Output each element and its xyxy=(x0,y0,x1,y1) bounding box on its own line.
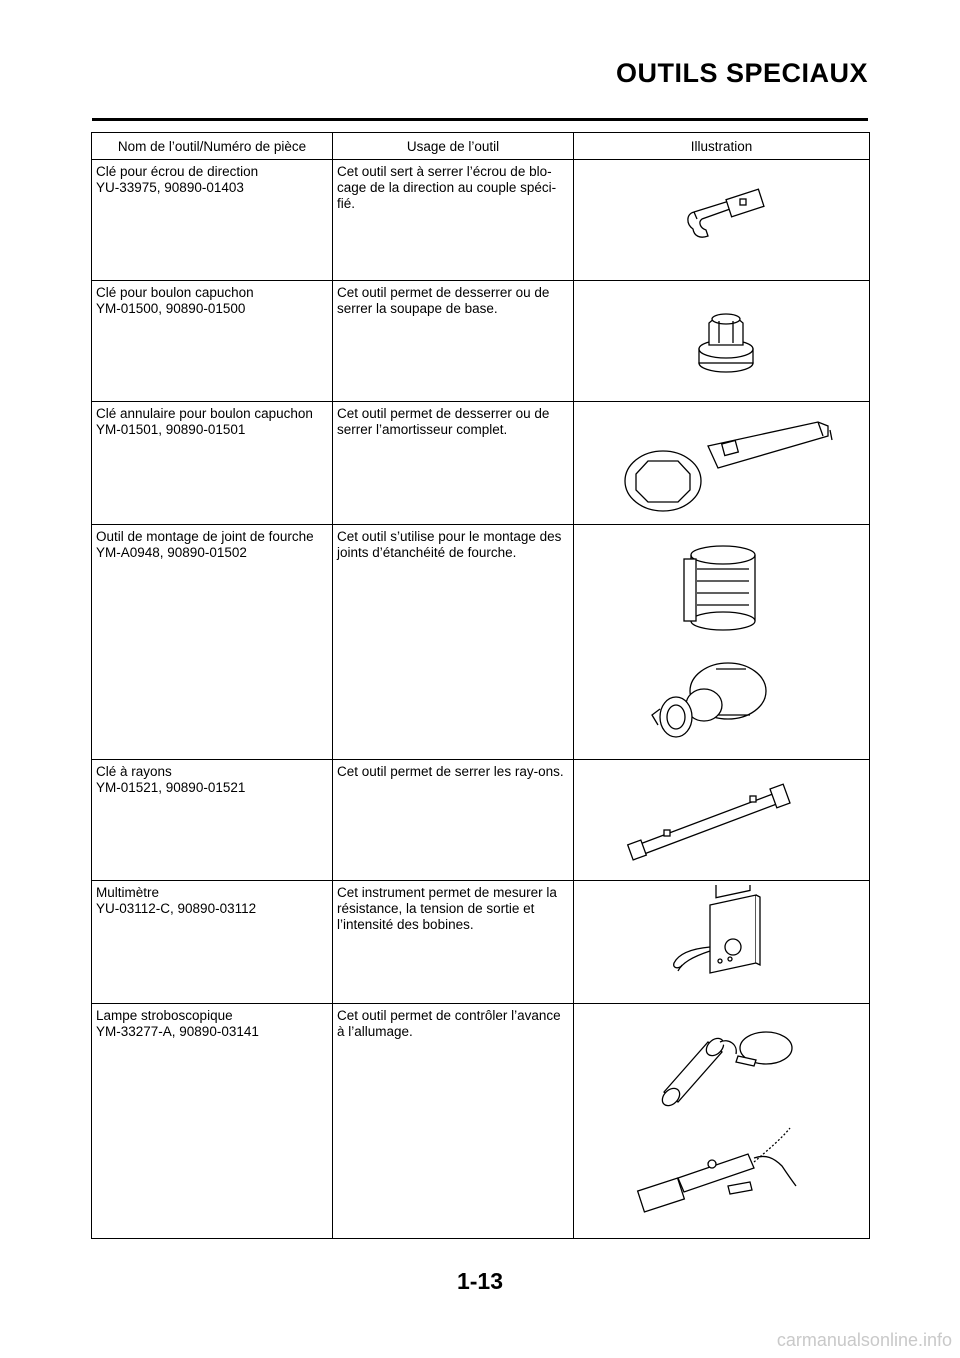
part-number: YU-33975, 90890-01403 xyxy=(96,180,244,195)
tool-usage: Cet outil permet de contrôler l’avance à l’allumage. xyxy=(333,1004,574,1239)
steering-nut-wrench-icon xyxy=(578,164,874,280)
tool-name-cell xyxy=(92,281,333,402)
column-header-name: Nom de l’outil/Numéro de pièce xyxy=(92,133,333,160)
tool-usage: Cet outil permet de serrer les ray-ons. xyxy=(333,760,574,881)
tool-name: Clé annulaire pour boulon capuchon xyxy=(96,406,313,421)
tool-name-cell xyxy=(92,760,333,881)
part-number: YM-01500, 90890-01500 xyxy=(96,301,246,316)
cap-bolt-wrench-icon xyxy=(578,285,874,401)
tool-name-cell xyxy=(92,402,333,525)
tool-usage: Cet outil permet de desserrer ou de serrer la soupape de base. xyxy=(333,281,574,402)
illustration-cell xyxy=(574,525,870,760)
tool-name: Multimètre xyxy=(96,885,160,900)
illustration-cell xyxy=(574,1004,870,1239)
table-row xyxy=(92,525,870,760)
part-number: YM-A0948, 90890-01502 xyxy=(96,545,247,560)
column-header-usage: Usage de l’outil xyxy=(333,133,574,160)
tool-name-cell xyxy=(92,1004,333,1239)
tool-name-cell xyxy=(92,881,333,1004)
table-row xyxy=(92,760,870,881)
table-row xyxy=(92,881,870,1004)
tool-usage: Cet outil s’utilise pour le montage des joints d’étanchéité de fourche. xyxy=(333,525,574,760)
watermark: carmanualsonline.info xyxy=(776,1330,952,1350)
tool-name: Clé à rayons xyxy=(96,764,172,779)
illustration-cell xyxy=(574,160,870,281)
table-header-row xyxy=(92,133,870,160)
table-row xyxy=(92,160,870,281)
table-row xyxy=(92,1004,870,1239)
tool-name-cell xyxy=(92,525,333,760)
tool-name-cell xyxy=(92,160,333,281)
page-title: OUTILS SPECIAUX xyxy=(615,58,868,88)
table-row xyxy=(92,402,870,525)
illustration-cell xyxy=(574,881,870,1004)
page-number: 1-13 xyxy=(456,1268,504,1294)
ring-wrench-icon xyxy=(578,406,874,524)
timing-light-icon xyxy=(578,1008,874,1238)
part-number: YM-01501, 90890-01501 xyxy=(96,422,246,437)
tool-name: Clé pour écrou de direction xyxy=(96,164,259,179)
part-number: YM-33277-A, 90890-03141 xyxy=(96,1024,259,1039)
tool-name: Clé pour boulon capuchon xyxy=(96,285,254,300)
title-divider xyxy=(92,118,868,121)
column-header-illustration: Illustration xyxy=(574,133,870,160)
tool-name: Lampe stroboscopique xyxy=(96,1008,233,1023)
table-row xyxy=(92,281,870,402)
part-number: YU-03112-C, 90890-03112 xyxy=(96,901,257,916)
fork-seal-driver-icon xyxy=(578,529,874,759)
illustration-cell xyxy=(574,402,870,525)
multimeter-icon xyxy=(578,885,874,1003)
tool-usage: Cet outil sert à serrer l’écrou de blo-cage de la direction au couple spéci-fié. xyxy=(333,160,574,281)
part-number: YM-01521, 90890-01521 xyxy=(96,780,246,795)
illustration-cell xyxy=(574,281,870,402)
tool-name: Outil de montage de joint de fourche xyxy=(96,529,314,544)
spoke-wrench-icon xyxy=(578,764,874,880)
illustration-cell xyxy=(574,760,870,881)
tool-usage: Cet outil permet de desserrer ou de serrer l’amortisseur complet. xyxy=(333,402,574,525)
special-tools-table xyxy=(91,132,870,1239)
tool-usage: Cet instrument permet de mesurer la résistance, la tension de sortie et l’intensité des bobines. xyxy=(333,881,574,1004)
